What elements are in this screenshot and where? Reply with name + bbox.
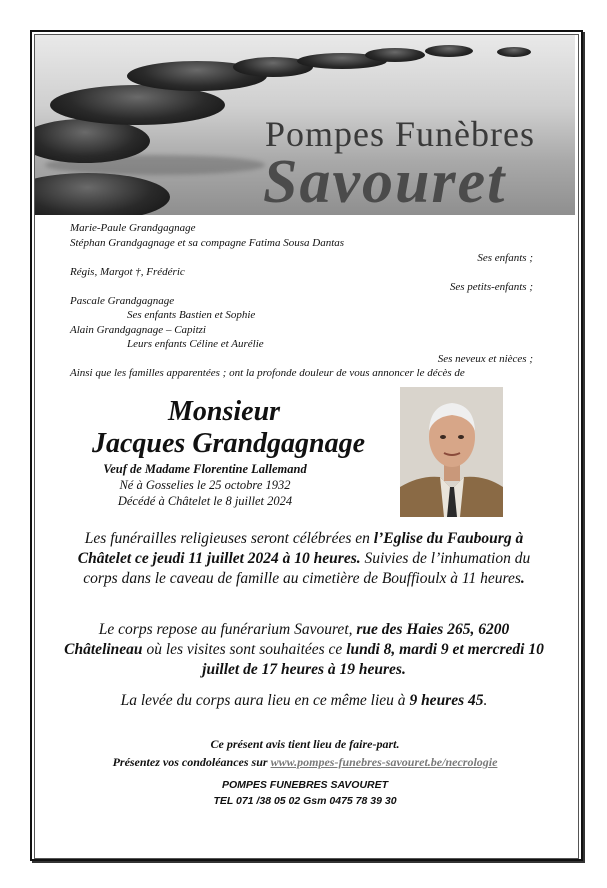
family-line: Régis, Margot †, Frédéric <box>70 266 185 278</box>
company-name: POMPES FUNEBRES SAVOURET <box>221 779 389 791</box>
stone-image <box>425 45 473 57</box>
funeral-paragraph <box>60 529 548 589</box>
header-banner <box>35 35 575 215</box>
levee-text: La levée du corps aura lieu en ce même lieu à <box>120 692 410 709</box>
family-line: Leurs enfants Céline et Aurélie <box>127 338 264 350</box>
family-line: Stéphan Grandgagnage et sa compagne Fatima Sousa Dantas <box>70 237 345 249</box>
levee-paragraph <box>60 691 548 711</box>
condolences-line <box>40 755 570 770</box>
family-role: Ses petits-enfants ; <box>449 281 533 293</box>
visitation-text: où les visites sont souhaitées ce <box>142 641 347 658</box>
brand-name-line2: Savouret <box>263 148 507 215</box>
condolences-label: Présentez vos condoléances sur <box>112 755 271 769</box>
burial-end: . <box>520 570 525 587</box>
stone-image <box>50 85 225 125</box>
stone-image <box>365 48 425 62</box>
visitation-address: rue des Haies 265, 6200 Châtelineau <box>64 621 510 658</box>
deceased-photo <box>400 387 503 517</box>
stone-image <box>35 173 170 215</box>
widower-line: Veuf de Madame Florentine Lallemand <box>103 462 307 476</box>
stone-image <box>497 47 531 57</box>
deceased-honorific: Monsieur <box>168 396 281 427</box>
family-role: Ses enfants ; <box>477 252 533 264</box>
visitation-text: Le corps repose au funérarium Savouret, <box>98 621 357 638</box>
necrologie-link[interactable]: www.pompes-funebres-savouret.be/necrologie <box>270 755 498 769</box>
death-line: Décédé à Châtelet le 8 juillet 2024 <box>117 494 293 508</box>
funeral-location: l’Eglise du Faubourg à Châtelet ce jeudi 11 juillet 2024 à 10 heures. <box>77 530 524 567</box>
birth-line: Né à Gosselies le 25 octobre 1932 <box>119 478 291 492</box>
levee-time: 9 heures 45 <box>409 692 484 709</box>
levee-end: . <box>483 692 488 709</box>
family-line: Pascale Grandgagnage <box>70 295 175 307</box>
company-phone: TEL 071 /38 05 02 Gsm 0475 78 39 30 <box>213 795 397 807</box>
deceased-name: Jacques Grandgagnage <box>92 428 366 459</box>
portrait-image <box>400 387 503 517</box>
burial-text: Suivies de l’inhumation du corps dans le caveau de famille au cimetière de Bouffioulx à 11 heures <box>83 550 531 587</box>
visitation-hours: lundi 8, mardi 9 et mercredi 10 juillet de 17 heures à 19 heures. <box>202 641 544 678</box>
water-reflection <box>45 155 265 175</box>
funeral-text: Les funérailles religieuses seront célébrées en <box>84 530 374 547</box>
family-line: Alain Grandgagnage – Capitzi <box>70 324 206 336</box>
family-line: Marie-Paule Grandgagnage <box>70 222 196 234</box>
brand-name-line1: Pompes Funèbres <box>265 114 535 154</box>
family-line: Ses enfants Bastien et Sophie <box>127 309 256 321</box>
notice-line: Ce présent avis tient lieu de faire-part. <box>210 737 400 751</box>
announcement-intro: Ainsi que les familles apparentées ; ont la profonde douleur de vous annoncer le décès de <box>70 367 465 379</box>
visitation-paragraph <box>60 620 548 680</box>
family-role: Ses neveux et nièces ; <box>437 353 533 365</box>
